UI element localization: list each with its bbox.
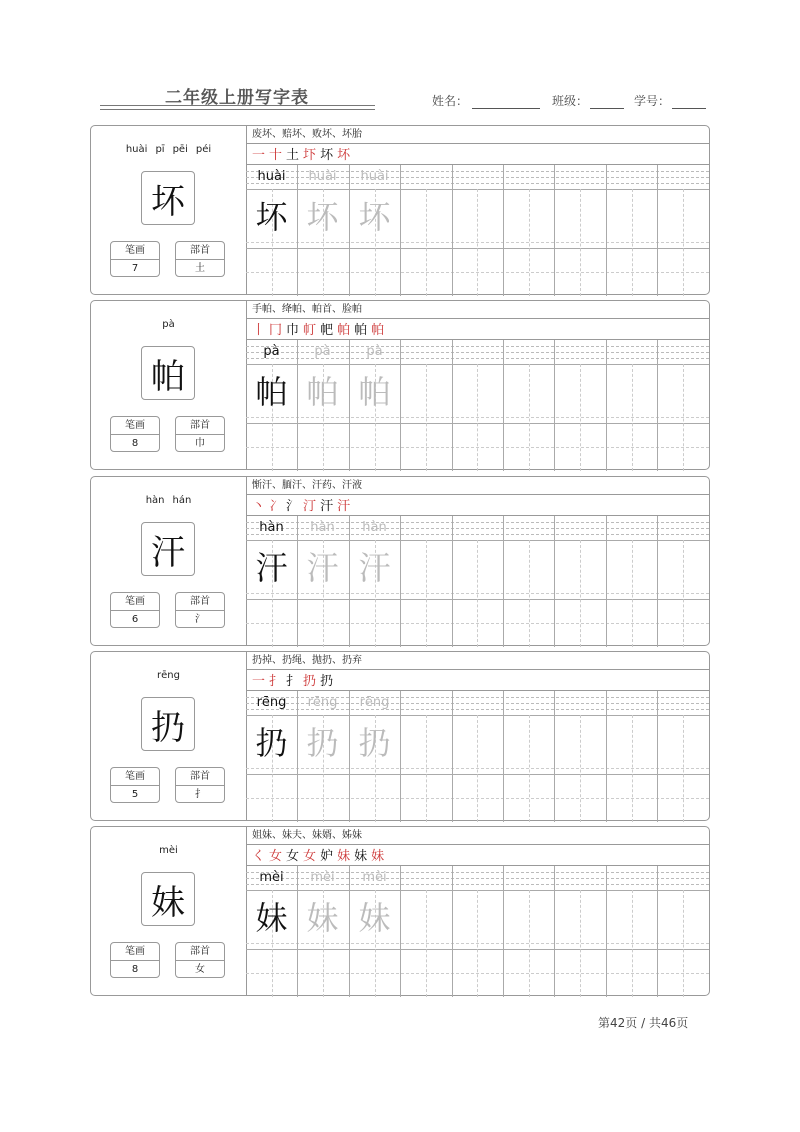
char-card: [90, 476, 710, 646]
pinyin-reading: pà: [162, 319, 175, 330]
char-info-panel: [91, 827, 247, 995]
title-underline: [100, 105, 375, 106]
pinyin-trace: mèi: [310, 870, 335, 885]
practice-panel: [246, 301, 709, 469]
stroke-step: 汗: [320, 499, 334, 514]
char-model: 妹: [255, 899, 288, 937]
char-trace: 汗: [358, 549, 391, 587]
pinyin-list: [91, 495, 246, 506]
radical-label: 部首: [176, 593, 224, 611]
pinyin-list: [91, 845, 246, 856]
stroke-step: 氵: [286, 499, 300, 514]
pinyin-trace: huài: [308, 169, 337, 184]
pinyin-reading: hàn: [145, 495, 165, 506]
radical-value: 土: [195, 263, 205, 274]
pinyin-model: hàn: [259, 520, 284, 535]
radical-label: 部首: [176, 943, 224, 961]
main-character: 妹: [141, 872, 195, 926]
pinyin-model: mèi: [259, 870, 284, 885]
page-title: 二年级上册写字表: [165, 88, 309, 108]
name-field[interactable]: [472, 108, 540, 109]
pinyin-trace: hàn: [310, 520, 335, 535]
char-card: [90, 826, 710, 996]
stroke-step: 女: [286, 849, 300, 864]
pinyin-reading: mèi: [159, 845, 178, 856]
practice-panel: [246, 126, 709, 294]
char-card: [90, 125, 710, 295]
title-underline-2: [100, 109, 375, 110]
example-words: 姐妹、妹夫、妹婿、姊妹: [246, 827, 709, 845]
char-info-panel: [91, 477, 247, 645]
radical-box: [175, 416, 225, 452]
pinyin-trace: huài: [360, 169, 389, 184]
stroke-step: 土: [286, 148, 300, 163]
pinyin-trace: mèi: [362, 870, 387, 885]
stroke-step: 女: [303, 849, 317, 864]
pinyin-list: [91, 319, 246, 330]
stroke-step: 冫: [269, 499, 283, 514]
practice-panel: [246, 827, 709, 995]
practice-grid[interactable]: [246, 691, 709, 822]
strokes-box: [110, 416, 160, 452]
pinyin-reading: pēi: [172, 144, 188, 155]
strokes-value: 6: [131, 614, 139, 625]
radical-label: 部首: [176, 242, 224, 260]
char-model: 汗: [255, 549, 288, 587]
stroke-order: [246, 670, 709, 691]
stroke-step: 妹: [354, 849, 368, 864]
stroke-step: 扔: [320, 674, 334, 689]
stroke-step: 坏: [320, 148, 334, 163]
main-character: 坏: [141, 171, 195, 225]
char-info-panel: [91, 126, 247, 294]
radical-value: 氵: [195, 614, 205, 625]
stroke-step: 扌: [269, 674, 283, 689]
pinyin-reading: hán: [172, 495, 192, 506]
stroke-step: 帕: [371, 323, 385, 338]
strokes-label: 笔画: [111, 943, 159, 961]
stroke-step: 扔: [303, 674, 317, 689]
strokes-box: [110, 767, 160, 803]
stroke-step: 巾: [286, 323, 300, 338]
stroke-step: 妹: [371, 849, 385, 864]
char-model: 扔: [255, 724, 288, 762]
radical-box: [175, 241, 225, 277]
class-label: 班级：: [552, 94, 589, 108]
practice-grid[interactable]: [246, 165, 709, 296]
stroke-step: 帊: [320, 323, 334, 338]
stroke-order: [246, 845, 709, 866]
main-character: 帕: [141, 346, 195, 400]
stroke-step: 帕: [354, 323, 368, 338]
pinyin-reading: rēng: [157, 670, 180, 681]
stroke-step: 一: [252, 674, 266, 689]
pinyin-reading: pī: [155, 144, 165, 155]
char-model: 帕: [255, 373, 288, 411]
char-trace: 汗: [306, 549, 339, 587]
practice-panel: [246, 652, 709, 820]
pinyin-trace: pà: [366, 344, 383, 359]
char-trace: 坏: [306, 198, 339, 236]
char-card: [90, 300, 710, 470]
stroke-order: [246, 144, 709, 165]
char-trace: 帕: [358, 373, 391, 411]
main-character: 汗: [141, 522, 195, 576]
char-trace: 妹: [358, 899, 391, 937]
radical-value: 扌: [195, 789, 205, 800]
stroke-step: 帄: [303, 323, 317, 338]
strokes-label: 笔画: [111, 417, 159, 435]
radical-box: [175, 767, 225, 803]
stroke-order: [246, 495, 709, 516]
stroke-step: 妒: [320, 849, 334, 864]
pinyin-trace: rēng: [359, 695, 390, 710]
stroke-step: 一: [252, 148, 266, 163]
strokes-label: 笔画: [111, 593, 159, 611]
practice-grid[interactable]: [246, 866, 709, 997]
char-trace: 扔: [358, 724, 391, 762]
stroke-step: 女: [269, 849, 283, 864]
stroke-step: 十: [269, 148, 283, 163]
pinyin-trace: pà: [314, 344, 331, 359]
char-trace: 扔: [306, 724, 339, 762]
stroke-step: 圷: [303, 148, 317, 163]
stroke-step: 帕: [337, 323, 351, 338]
name-label: 姓名：: [432, 94, 469, 108]
strokes-value: 8: [131, 438, 139, 449]
example-words: 手帕、绛帕、帕首、脸帕: [246, 301, 709, 319]
main-character: 扔: [141, 697, 195, 751]
pinyin-model: huài: [257, 169, 286, 184]
stroke-step: 冂: [269, 323, 283, 338]
char-info-panel: [91, 652, 247, 820]
char-trace: 妹: [306, 899, 339, 937]
stroke-step: 坏: [337, 148, 351, 163]
char-trace: 帕: [306, 373, 339, 411]
char-info-panel: [91, 301, 247, 469]
strokes-value: 5: [131, 789, 139, 800]
stroke-step: 汗: [337, 499, 351, 514]
radical-label: 部首: [176, 417, 224, 435]
stroke-step: 汀: [303, 499, 317, 514]
pinyin-trace: rēng: [307, 695, 338, 710]
example-words: 废坏、赔坏、败坏、坏胎: [246, 126, 709, 144]
strokes-value: 8: [131, 964, 139, 975]
radical-box: [175, 592, 225, 628]
practice-grid[interactable]: [246, 340, 709, 471]
pinyin-model: rēng: [256, 695, 287, 710]
example-words: 扔掉、扔绳、抛扔、扔弃: [246, 652, 709, 670]
stroke-step: 扌: [286, 674, 300, 689]
number-field[interactable]: [672, 108, 706, 109]
class-field[interactable]: [590, 108, 624, 109]
pinyin-model: pà: [263, 344, 280, 359]
strokes-box: [110, 241, 160, 277]
stroke-step: く: [252, 849, 266, 864]
pinyin-list: [91, 144, 246, 155]
strokes-label: 笔画: [111, 242, 159, 260]
stroke-step: 丨: [252, 323, 266, 338]
char-trace: 坏: [358, 198, 391, 236]
number-label: 学号：: [634, 94, 671, 108]
radical-box: [175, 942, 225, 978]
strokes-value: 7: [131, 263, 139, 274]
example-words: 惭汗、腼汗、汗药、汗液: [246, 477, 709, 495]
stroke-step: 妹: [337, 849, 351, 864]
char-card: [90, 651, 710, 821]
pinyin-list: [91, 670, 246, 681]
strokes-box: [110, 942, 160, 978]
pinyin-reading: huài: [125, 144, 148, 155]
page-number: 第42页 / 共46页: [598, 1016, 689, 1030]
char-model: 坏: [255, 198, 288, 236]
radical-label: 部首: [176, 768, 224, 786]
pinyin-reading: péi: [195, 144, 212, 155]
practice-grid[interactable]: [246, 516, 709, 647]
stroke-step: 丶: [252, 499, 266, 514]
strokes-box: [110, 592, 160, 628]
radical-value: 女: [195, 964, 205, 975]
practice-panel: [246, 477, 709, 645]
radical-value: 巾: [195, 438, 205, 449]
pinyin-trace: hàn: [362, 520, 387, 535]
stroke-order: [246, 319, 709, 340]
strokes-label: 笔画: [111, 768, 159, 786]
